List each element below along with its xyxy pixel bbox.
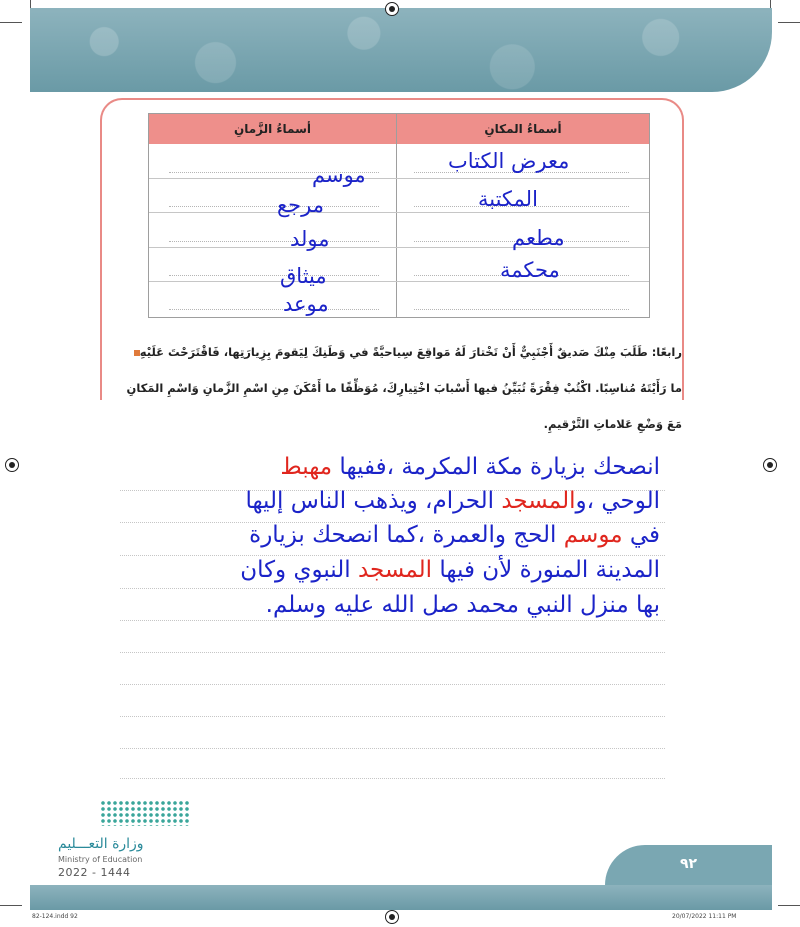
- instruction-line: مَعَ وَضْعِ عَلاماتِ التَّرْقيمِ.: [543, 417, 682, 431]
- registration-mark-icon: [763, 458, 777, 472]
- header-place: أسماءُ المكانِ: [484, 122, 562, 136]
- edition-year: 2022 - 1444: [58, 866, 131, 879]
- place-answer: معرض الكتاب: [448, 149, 570, 173]
- answer-line: المدينة المنورة لأن فيها المسجد النبوي وكان: [240, 557, 660, 583]
- place-answer: المكتبة: [478, 187, 538, 211]
- row-line: [149, 281, 649, 282]
- time-answer: مرجع: [277, 193, 324, 217]
- time-answer: موسم: [312, 163, 366, 187]
- time-answer: ميثاق: [280, 264, 327, 288]
- table-header: [149, 114, 649, 144]
- crop-mark: [0, 905, 22, 906]
- instruction-line: ما رَأَيْتَهُ مُناسِبًا. اكْتُبْ فِقْرَةً تُبَيِّنُ فيها أَسْبابَ اخْتِيارِكَ، مُوَظِّفًا ما أَمْكَنَ مِنِ اسْمِ الزَّمانِ وَاسْمِ المَكانِ: [126, 381, 682, 395]
- crop-mark: [778, 905, 800, 906]
- ministry-logo-icon: [100, 800, 190, 826]
- registration-mark-icon: [385, 910, 399, 924]
- highlight-word: موسم: [563, 522, 623, 548]
- answer-line: بها منزل النبي محمد صل الله عليه وسلم.: [265, 592, 660, 618]
- row-line: [149, 212, 649, 213]
- footer-band: [30, 885, 772, 910]
- highlight-word: مهبط: [280, 454, 333, 480]
- answer-line: الوحي ،والمسجد الحرام، ويذهب الناس إليها: [245, 488, 660, 514]
- highlight-word: المسجد: [357, 557, 433, 583]
- crop-mark: [778, 22, 800, 23]
- ministry-name-en: Ministry of Education: [58, 855, 143, 864]
- row-line: [149, 247, 649, 248]
- header-time: أسماءُ الزَّمانِ: [233, 122, 312, 136]
- column-divider: [396, 114, 397, 317]
- crop-mark: [0, 22, 22, 23]
- registration-mark-icon: [385, 2, 399, 16]
- header-band: [30, 8, 772, 92]
- time-answer: مولد: [290, 227, 330, 251]
- registration-mark-icon: [5, 458, 19, 472]
- answer-line: في موسم الحج والعمرة ،كما انصحك بزيارة: [249, 522, 660, 548]
- ministry-name-ar: وزارة التعـــليم: [58, 836, 144, 852]
- place-answer: محكمة: [500, 258, 560, 282]
- time-answer: موعد: [283, 292, 329, 316]
- row-line: [149, 178, 649, 179]
- print-timestamp: 20/07/2022 11:11 PM: [672, 913, 737, 920]
- highlight-word: المسجد: [501, 488, 576, 514]
- file-slug: 82-124.indd 92: [32, 913, 78, 920]
- page-number: ٩٢: [680, 856, 698, 872]
- names-table: [148, 113, 650, 318]
- instruction-line: [130, 345, 682, 359]
- answer-line: انصحك بزيارة مكة المكرمة ،ففيها مهبط: [280, 454, 660, 480]
- instruction-text: رابعًا: طَلَبَ مِنْكَ صَديقٌ أَجْنَبِيٌّ أَنْ تَخْتارَ لَهُ مَواقِعَ سِياحيَّةً في وَطَنِكَ لِيَقومَ بِزِيارَتِها، فَاقْتَرَحْتَ عَلَيْهِ: [139, 345, 682, 359]
- place-answer: مطعم: [512, 226, 565, 250]
